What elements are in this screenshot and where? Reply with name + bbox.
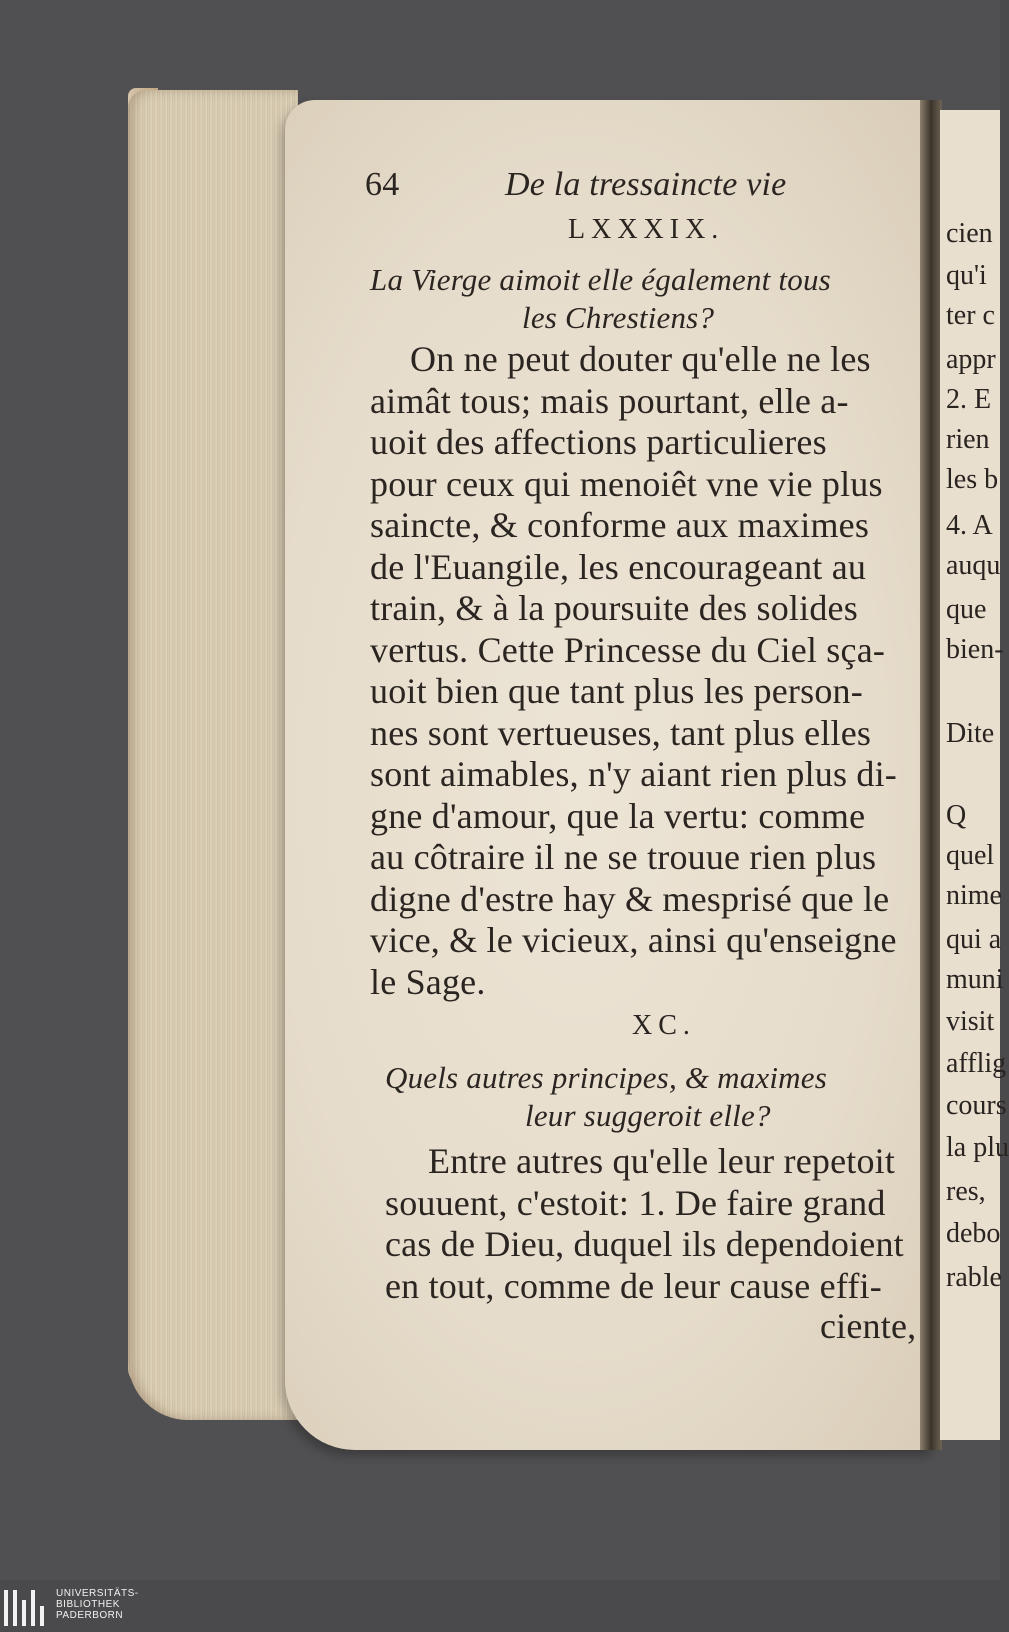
facing-page-text-fragment: cours [946,1090,1007,1121]
question2-heading-line-1: Quels autres principes, & maximes [385,1060,827,1095]
text-line: uoit des affections particulieres [370,422,827,462]
logo-line-1: UNIVERSITÄTS- [56,1588,139,1599]
page-stack-edge [128,90,298,1420]
section-number-89: LXXXIX. [568,214,725,245]
logo-line-3: PADERBORN [56,1610,124,1621]
facing-page-text-fragment: qui a [946,924,1002,955]
text-line: vertus. Cette Princesse du Ciel sça- [370,629,886,670]
facing-page-text-fragment: res, [946,1176,986,1207]
catchword: ciente, [820,1306,917,1346]
facing-page-text-fragment: cien [946,218,993,249]
library-logo-icon [4,1590,50,1626]
text-line: aimât tous; mais pourtant, elle a- [370,380,849,421]
text-line: nes sont vertueuses, tant plus elles [370,712,872,753]
text-line: de l'Euangile, les encourageant au [370,546,867,587]
text-line: sont aimables, n'y aiant rien plus di- [370,754,897,794]
facing-page-text-fragment: 2. E [946,384,992,415]
facing-page-text-fragment: muni [946,964,1004,995]
text-line: pour ceux qui menoiêt vne vie plus [370,463,883,504]
facing-page-fragment [940,110,1009,1440]
text-line: souuent, c'estoit: 1. De faire grand [385,1182,886,1223]
text-line: saincte, & conforme aux maximes [370,505,870,545]
text-line: vice, & le vicieux, ainsi qu'enseigne [370,920,897,960]
logo-line-2: BIBLIOTHEK [56,1599,120,1610]
facing-page-text-fragment: Q [946,800,967,831]
text-line: train, & à la poursuite des solides [370,588,858,628]
facing-page-text-fragment: rable [946,1262,1002,1293]
text-line: au côtraire il ne se trouue rien plus [370,837,877,877]
facing-page-text-fragment: quel [946,840,995,871]
section-number-90: XC. [632,1010,696,1041]
page-number: 64 [365,166,400,203]
facing-page-text-fragment: rien [946,424,990,455]
text-line: digne d'estre hay & mesprisé que le [370,878,890,919]
footer-bar [0,1580,1000,1632]
text-line: en tout, comme de leur cause effi- [385,1265,882,1306]
facing-page-text-fragment: appr [946,344,996,375]
running-head: De la tressaincte vie [505,166,787,203]
text-line: Entre autres qu'elle leur repetoit [428,1141,896,1181]
facing-page-text-fragment: bien- [946,634,1004,665]
facing-page-text-fragment: debo [946,1218,1001,1249]
text-line: cas de Dieu, duquel ils dependoient [385,1224,904,1264]
facing-page-text-fragment: ter c [946,300,995,331]
book-gutter [920,100,942,1450]
facing-page-text-fragment: visit [946,1006,995,1037]
facing-page-text-fragment: qu'i [946,260,987,291]
facing-page-text-fragment: afflig [946,1048,1007,1079]
question2-heading-line-2: leur suggeroit elle? [525,1098,771,1133]
facing-page-text-fragment: auqu [946,550,1001,581]
facing-page-text-fragment: 4. A [946,510,993,541]
facing-page-text-fragment: les b [946,464,999,495]
library-logo-text [56,1588,139,1621]
facing-page-text-fragment: la plu [946,1132,1009,1163]
text-line: le Sage. [370,961,486,1002]
facing-page-text-fragment: Dite [946,718,995,749]
facing-page-text-fragment: nime [946,880,1002,911]
question-heading-line-1: La Vierge aimoit elle également tous [370,262,831,297]
text-line: On ne peut douter qu'elle ne les [410,339,871,379]
question-heading-line-2: les Chrestiens? [522,300,715,335]
facing-page-text-fragment: que [946,594,987,625]
text-line: gne d'amour, que la vertu: comme [370,795,866,836]
text-line: uoit bien que tant plus les person- [370,671,863,711]
